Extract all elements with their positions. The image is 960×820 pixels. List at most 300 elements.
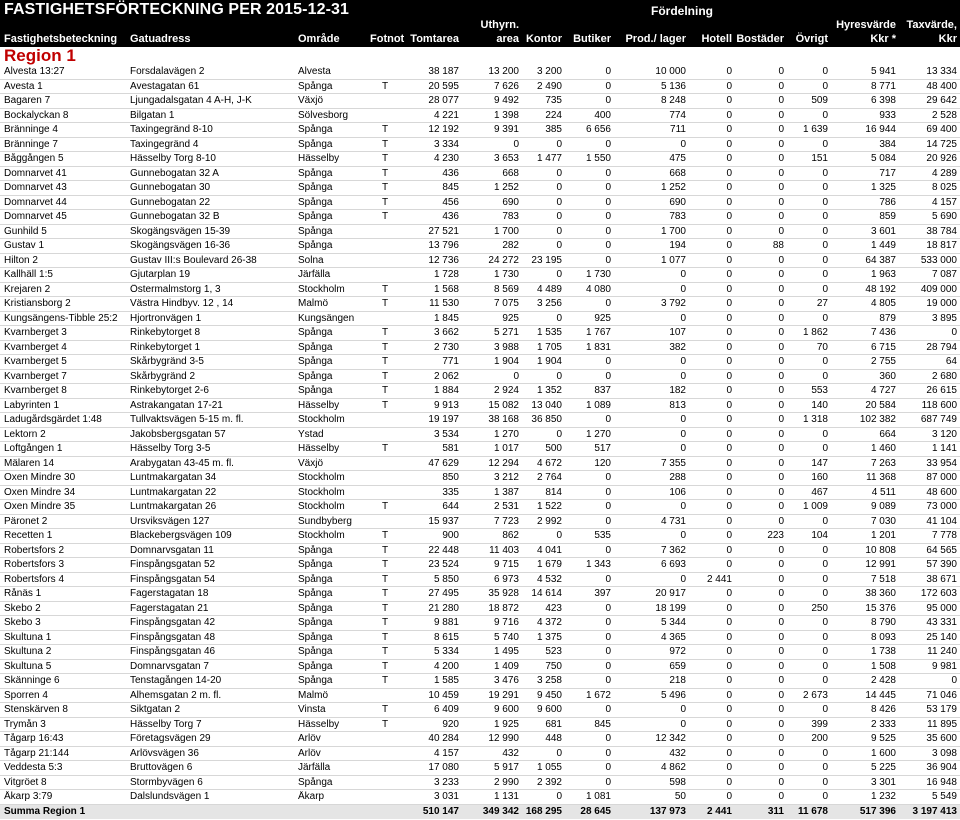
cell-bostader: 0 [778,341,784,353]
cell-uthyrn: 7 723 [493,515,519,527]
cell-tomtarea: 1 845 [433,312,459,324]
cell-ovrigt: 0 [822,675,828,686]
col-header-fotnot: Fotnot [370,33,405,45]
cell-ovrigt: 509 [811,95,828,106]
cell-hyresvarde: 11 368 [866,472,896,483]
cell-fotnot: T [382,617,389,628]
cell-tomtarea: 581 [442,443,459,454]
cell-tomtarea: 2 062 [433,370,459,382]
cell-bostader: 0 [778,718,784,730]
cell-prod: 288 [669,472,686,483]
cell-ovrigt: 0 [822,196,828,208]
cell-uthyrn: 1 700 [493,225,519,237]
cell-prod: 7 355 [660,457,686,469]
cell-taxvarde: 3 197 413 [912,805,957,817]
cell-bostader: 0 [778,356,784,367]
cell-uthyrn: 35 928 [488,588,519,599]
cell-ovrigt: 0 [822,66,828,77]
cell-prod: 0 [680,370,686,382]
cell-prod: 3 792 [660,298,686,309]
cell-taxvarde: 5 690 [931,211,957,222]
cell-omrade: Spånga [298,385,333,396]
table-row [0,123,960,138]
cell-fotnot: T [382,573,389,585]
cell-omrade: Malmö [298,689,329,701]
cell-prod: 106 [669,486,686,498]
cell-butiker: 0 [605,95,611,106]
cell-taxvarde: 41 104 [926,515,957,527]
cell-taxvarde: 13 334 [926,66,957,77]
cell-hotell: 0 [726,182,732,193]
cell-taxvarde: 11 895 [927,718,957,730]
cell-butiker: 1 831 [585,341,611,353]
cell-prod: 382 [669,341,686,353]
cell-butiker: 0 [605,298,611,309]
cell-ovrigt: 0 [822,269,828,280]
cell-ovrigt: 467 [811,486,828,498]
table-row [0,718,960,733]
cell-bostader: 0 [778,370,784,382]
cell-hyresvarde: 7 263 [870,457,896,469]
cell-hyresvarde: 15 376 [865,602,896,614]
cell-tomtarea: 40 284 [428,733,459,744]
cell-uthyrn: 8 569 [493,283,519,295]
cell-fastighet: Oxen Mindre 35 [4,501,76,512]
cell-hotell: 0 [726,704,732,715]
table-header [0,0,960,47]
cell-gatuadress: Finspångsgatan 46 [130,646,216,657]
cell-fastighet: Hilton 2 [4,254,38,266]
cell-prod: 107 [669,327,686,338]
cell-prod: 668 [669,167,686,179]
cell-hyresvarde: 717 [879,167,896,179]
cell-ovrigt: 140 [811,399,828,411]
cell-ovrigt: 0 [822,443,828,454]
table-row [0,790,960,805]
cell-butiker: 0 [605,544,611,556]
cell-tomtarea: 3 534 [433,428,459,440]
cell-kontor: 0 [556,182,562,193]
cell-hyresvarde: 9 089 [870,501,896,512]
cell-tomtarea: 771 [442,356,459,367]
cell-butiker: 0 [605,486,611,498]
cell-ovrigt: 11 678 [797,805,828,817]
cell-fastighet: Kungsängens-Tibble 25:2 [4,312,118,324]
cell-uthyrn: 9 492 [493,95,519,106]
table-row [0,689,960,704]
cell-hotell: 0 [726,443,732,454]
cell-taxvarde: 687 749 [920,414,957,425]
cell-taxvarde: 28 794 [926,341,957,353]
cell-uthyrn: 1 730 [493,269,519,280]
cell-omrade: Stockholm [298,501,345,512]
cell-kontor: 1 904 [536,356,562,367]
cell-prod: 5 344 [660,617,686,628]
cell-tomtarea: 9 881 [433,617,459,628]
cell-tomtarea: 8 615 [433,631,459,643]
cell-bostader: 0 [778,182,784,193]
cell-tomtarea: 4 221 [433,109,459,121]
cell-uthyrn: 2 924 [493,385,519,396]
cell-prod: 1 077 [660,254,686,266]
cell-kontor: 4 672 [536,457,562,469]
cell-fotnot: T [382,530,389,541]
cell-butiker: 0 [605,602,611,614]
cell-fotnot: T [382,341,389,353]
col-header-uthyrn-top: Uthyrn. [480,19,519,31]
cell-butiker: 0 [605,167,611,179]
cell-butiker: 1 550 [585,153,611,164]
cell-butiker: 1 343 [585,559,611,570]
cell-taxvarde: 2 680 [931,370,957,382]
cell-fastighet: Bränninge 4 [4,124,58,135]
cell-gatuadress: Hässelby Torg 3-5 [130,443,211,454]
cell-hotell: 0 [726,501,732,512]
cell-taxvarde: 11 240 [927,646,957,657]
cell-taxvarde: 0 [951,675,957,686]
cell-gatuadress: Finspångsgatan 52 [130,559,216,570]
cell-hotell: 0 [726,196,732,208]
cell-bostader: 0 [778,66,784,77]
cell-tomtarea: 47 629 [428,457,459,469]
table-row [0,587,960,602]
table-row [0,268,960,283]
cell-bostader: 0 [778,544,784,556]
cell-tomtarea: 3 031 [433,791,459,802]
cell-omrade: Spånga [298,617,333,628]
cell-hyresvarde: 1 738 [870,646,896,657]
cell-prod: 0 [680,704,686,715]
cell-butiker: 0 [605,196,611,208]
table-row [0,370,960,385]
cell-ovrigt: 0 [822,631,828,643]
cell-gatuadress: Gunnebogatan 32 B [130,211,220,222]
cell-uthyrn: 349 342 [482,805,519,817]
cell-hotell: 0 [726,327,732,338]
cell-hotell: 0 [726,95,732,106]
cell-omrade: Järfälla [298,762,331,773]
cell-prod: 50 [674,791,686,802]
cell-kontor: 681 [545,718,562,730]
cell-prod: 711 [670,124,686,135]
cell-hotell: 0 [726,718,732,730]
cell-hotell: 0 [726,66,732,77]
table-row [0,297,960,312]
cell-omrade: Spånga [298,602,333,614]
table-row [0,196,960,211]
cell-tomtarea: 3 662 [433,327,459,338]
cell-kontor: 423 [545,602,562,614]
cell-hotell: 0 [726,486,732,498]
table-row [0,529,960,544]
cell-gatuadress: Fagerstagatan 21 [130,602,209,614]
cell-gatuadress: Avestagatan 61 [130,80,200,92]
cell-gatuadress: Arabygatan 43-45 m. fl. [130,457,234,469]
cell-omrade: Spånga [298,370,333,382]
cell-omrade: Spånga [298,588,333,599]
cell-ovrigt: 0 [822,573,828,585]
cell-prod: 972 [669,646,686,657]
cell-hotell: 2 441 [706,573,732,585]
cell-uthyrn: 1 017 [493,443,519,454]
cell-hotell: 0 [726,124,732,135]
cell-fotnot: T [382,646,389,657]
page-title: FASTIGHETSFÖRTECKNING PER 2015-12-31 [4,1,350,18]
cell-hyresvarde: 1 600 [870,747,896,759]
cell-ovrigt: 0 [822,747,828,759]
cell-gatuadress: Gunnebogatan 32 A [130,167,219,179]
cell-butiker: 4 080 [585,283,611,295]
cell-hotell: 0 [726,544,732,556]
cell-kontor: 3 258 [536,675,562,686]
cell-kontor: 0 [556,138,562,150]
cell-fastighet: Skultuna 5 [4,660,52,672]
col-header-hotell: Hotell [701,33,732,45]
cell-hotell: 0 [726,167,732,179]
cell-hyresvarde: 7 436 [870,327,896,338]
cell-omrade: Spånga [298,544,333,556]
cell-tomtarea: 15 937 [428,515,459,527]
cell-bostader: 0 [778,414,784,425]
cell-hyresvarde: 879 [879,312,896,324]
cell-kontor: 3 200 [536,66,562,77]
cell-butiker: 0 [605,631,611,643]
cell-taxvarde: 118 600 [921,399,957,411]
cell-fastighet: Domnarvet 43 [4,182,67,193]
cell-kontor: 1 055 [536,762,562,773]
cell-bostader: 0 [778,602,784,614]
cell-uthyrn: 38 168 [488,414,519,425]
cell-bostader: 0 [778,559,784,570]
cell-uthyrn: 15 082 [488,399,519,411]
cell-kontor: 385 [545,124,562,135]
cell-fotnot: T [382,704,389,715]
cell-prod: 194 [669,240,686,251]
cell-fotnot: T [382,588,389,599]
cell-uthyrn: 3 212 [493,472,519,483]
cell-kontor: 13 040 [531,399,562,411]
cell-fastighet: Domnarvet 44 [4,196,67,208]
table-row [0,616,960,631]
cell-prod: 432 [669,747,686,759]
cell-omrade: Spånga [298,675,333,686]
cell-butiker: 120 [594,457,611,469]
cell-prod: 1 700 [660,225,686,237]
cell-hyresvarde: 8 771 [870,80,896,92]
cell-uthyrn: 24 272 [488,254,519,266]
cell-fastighet: Lektorn 2 [4,428,46,440]
cell-hyresvarde: 48 192 [865,283,896,295]
cell-gatuadress: Företagsvägen 29 [130,733,211,744]
table-row [0,761,960,776]
cell-uthyrn: 9 716 [493,617,519,628]
cell-taxvarde: 26 615 [926,385,957,396]
cell-fastighet: Stenskärven 8 [4,704,68,715]
summary-row [0,805,960,820]
cell-gatuadress: Östermalmstorg 1, 3 [130,283,221,295]
cell-omrade: Spånga [298,660,333,672]
cell-hotell: 0 [726,211,732,222]
cell-hotell: 0 [726,298,732,309]
cell-fastighet: Tågarp 21:144 [4,747,70,759]
cell-bostader: 0 [778,776,784,788]
cell-hotell: 0 [726,356,732,367]
cell-hyresvarde: 8 093 [870,631,896,643]
cell-butiker: 0 [605,254,611,266]
cell-hotell: 0 [726,428,732,440]
cell-uthyrn: 9 715 [493,559,519,570]
cell-ovrigt: 553 [811,385,828,396]
cell-tomtarea: 23 524 [428,559,459,570]
cell-taxvarde: 95 000 [926,602,957,614]
cell-tomtarea: 5 850 [433,573,459,585]
cell-tomtarea: 900 [442,530,459,541]
cell-fotnot: T [382,631,389,643]
cell-taxvarde: 5 549 [931,791,957,802]
cell-hyresvarde: 9 525 [870,733,896,744]
cell-hotell: 0 [726,269,732,280]
cell-omrade: Solna [298,254,324,266]
cell-gatuadress: Luntmakargatan 34 [130,472,217,483]
cell-uthyrn: 0 [513,370,519,382]
cell-kontor: 4 372 [536,617,562,628]
cell-ovrigt: 147 [811,457,828,469]
cell-bostader: 0 [778,283,784,295]
cell-omrade: Växjö [298,95,324,106]
cell-prod: 10 000 [655,66,686,77]
cell-bostader: 0 [778,617,784,628]
cell-hotell: 0 [726,138,732,150]
cell-taxvarde: 7 778 [931,530,957,541]
table-row [0,312,960,327]
cell-kontor: 0 [556,196,562,208]
cell-bostader: 0 [778,646,784,657]
cell-hyresvarde: 20 584 [865,399,896,411]
cell-fastighet: Oxen Mindre 30 [4,472,76,483]
cell-butiker: 1 089 [585,399,611,411]
cell-ovrigt: 0 [822,283,828,295]
cell-kontor: 1 477 [536,153,562,164]
cell-tomtarea: 644 [442,501,459,512]
cell-uthyrn: 1 398 [493,109,519,121]
cell-kontor: 36 850 [531,414,562,425]
cell-gatuadress: Fagerstagatan 18 [130,588,209,599]
cell-gatuadress: Astrakangatan 17-21 [130,399,223,411]
cell-bostader: 0 [778,312,784,324]
cell-prod: 12 342 [655,733,686,744]
cell-bostader: 0 [778,733,784,744]
cell-ovrigt: 160 [811,472,828,483]
cell-hotell: 0 [726,80,732,92]
col-header-bostader: Bostäder [736,33,784,45]
cell-tomtarea: 10 459 [428,689,459,701]
cell-hotell: 0 [726,776,732,788]
cell-kontor: 9 600 [536,704,562,715]
cell-taxvarde: 33 954 [926,457,957,469]
cell-omrade: Spånga [298,356,333,367]
cell-hotell: 0 [726,414,732,425]
cell-butiker: 0 [605,240,611,251]
cell-hyresvarde: 6 715 [870,341,896,353]
cell-butiker: 535 [594,530,611,541]
cell-fotnot: T [382,660,389,672]
cell-bostader: 223 [767,530,784,541]
cell-uthyrn: 5 271 [493,327,519,338]
cell-hyresvarde: 38 360 [865,588,896,599]
cell-hotell: 0 [726,675,732,686]
cell-fastighet: Gustav 1 [4,240,45,251]
cell-omrade: Sölvesborg [298,109,349,121]
cell-omrade: Hässelby [298,718,340,730]
cell-butiker: 0 [605,762,611,773]
cell-gatuadress: Dalslundsvägen 1 [130,791,210,802]
cell-hotell: 0 [726,791,732,802]
cell-ovrigt: 0 [822,80,828,92]
cell-bostader: 311 [767,805,784,817]
cell-taxvarde: 53 179 [926,704,957,715]
cell-butiker: 0 [605,501,611,512]
cell-tomtarea: 6 409 [433,704,459,715]
cell-hyresvarde: 384 [879,138,896,150]
cell-omrade: Spånga [298,631,333,643]
cell-fotnot: T [382,385,389,396]
cell-butiker: 1 672 [585,689,611,701]
cell-gatuadress: Västra Hindbyv. 12 , 14 [130,298,234,309]
cell-kontor: 1 535 [536,327,562,338]
cell-fastighet: Robertsfors 3 [4,559,65,570]
cell-butiker: 845 [594,718,611,730]
cell-hotell: 2 441 [706,805,732,817]
cell-omrade: Arlöv [298,733,321,744]
cell-butiker: 837 [594,385,611,396]
cell-prod: 0 [680,269,686,280]
cell-gatuadress: Tenstagången 14-20 [130,675,222,686]
cell-omrade: Kungsängen [298,312,355,324]
cell-kontor: 1 705 [536,341,562,353]
cell-fastighet: Kvarnberget 5 [4,356,67,367]
cell-hotell: 0 [726,370,732,382]
cell-kontor: 4 489 [536,283,562,295]
cell-gatuadress: Hässelby Torg 7 [130,718,202,730]
cell-uthyrn: 668 [502,167,519,179]
cell-uthyrn: 1 904 [493,356,519,367]
cell-uthyrn: 1 252 [493,182,519,193]
cell-hyresvarde: 1 963 [870,269,896,280]
cell-gatuadress: Siktgatan 2 [130,704,181,715]
cell-omrade: Spånga [298,196,333,208]
cell-omrade: Spånga [298,240,333,251]
cell-tomtarea: 27 521 [428,225,459,237]
table-row [0,413,960,428]
cell-kontor: 0 [556,269,562,280]
cell-omrade: Spånga [298,776,333,788]
cell-omrade: Spånga [298,225,333,237]
table-row [0,167,960,182]
cell-tomtarea: 845 [442,182,459,193]
cell-hotell: 0 [726,559,732,570]
cell-ovrigt: 1 318 [802,414,828,425]
cell-tomtarea: 12 736 [428,254,459,266]
cell-uthyrn: 9 391 [493,124,519,135]
cell-gatuadress: Gjutarplan 19 [130,269,191,280]
cell-hyresvarde: 10 808 [865,544,896,556]
cell-tomtarea: 5 334 [433,646,459,657]
cell-omrade: Spånga [298,182,333,193]
cell-hyresvarde: 6 398 [870,95,896,106]
table-row [0,602,960,617]
cell-taxvarde: 4 157 [931,196,957,208]
cell-taxvarde: 533 000 [920,254,957,266]
